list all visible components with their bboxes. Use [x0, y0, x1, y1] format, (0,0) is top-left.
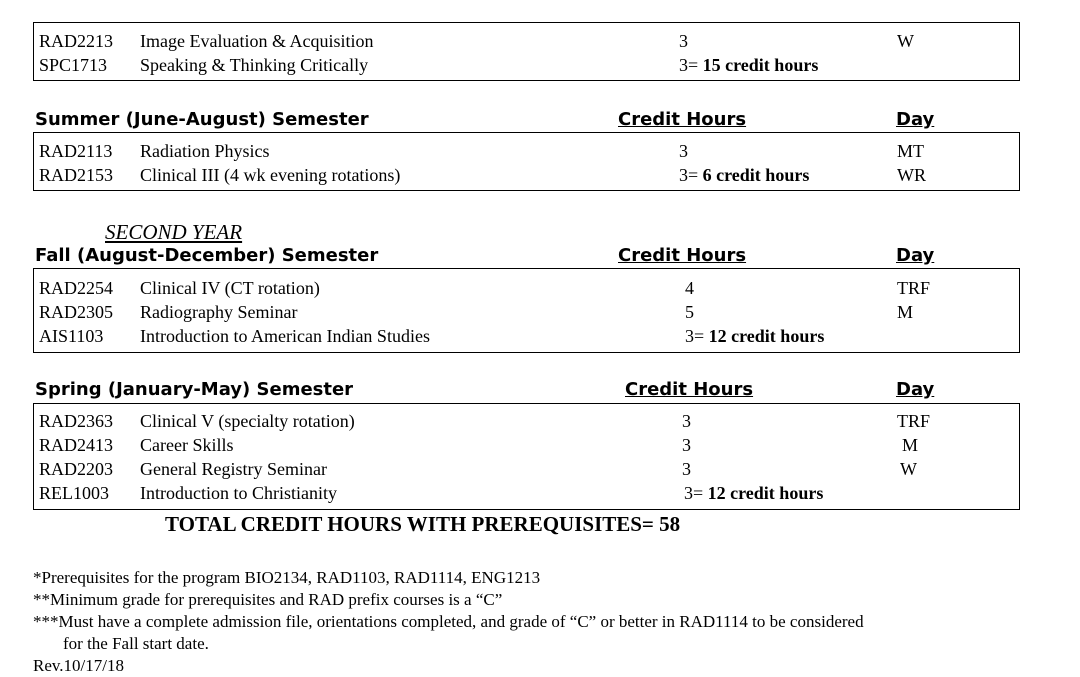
- course-day: M: [902, 435, 919, 455]
- course-credits: 3: [679, 141, 688, 161]
- revision-date: Rev.10/17/18: [33, 656, 124, 675]
- course-row: [34, 276, 1019, 300]
- course-credits: 5: [685, 302, 694, 322]
- course-row: [34, 324, 1019, 348]
- course-row: [34, 409, 1019, 433]
- course-row: [34, 481, 1019, 505]
- course-title: Clinical V (specialty rotation): [140, 411, 355, 431]
- course-code: RAD2413: [39, 435, 114, 455]
- course-title: Radiography Seminar: [140, 302, 298, 322]
- note-prerequisites: *Prerequisites for the program BIO2134, RAD1103, RAD1114, ENG1213: [33, 568, 541, 587]
- course-title: Speaking & Thinking Critically: [140, 55, 369, 75]
- course-day: MT: [897, 141, 924, 161]
- course-code: RAD2254: [39, 278, 114, 298]
- note-admission: ***Must have a complete admission file, orientations completed, and grade of “C” or better in RAD1114 to be considered: [33, 612, 864, 631]
- course-code: REL1003: [39, 483, 109, 503]
- course-title: Radiation Physics: [140, 141, 270, 161]
- course-table-summer: [33, 132, 1020, 191]
- course-table-fall: [33, 268, 1020, 353]
- total-credit-hours: TOTAL CREDIT HOURS WITH PREREQUISITES= 58: [165, 512, 681, 536]
- note-minimum-grade: **Minimum grade for prerequisites and RAD prefix courses is a “C”: [33, 590, 503, 609]
- course-day: WR: [897, 165, 926, 185]
- semester-total: 12 credit hours: [707, 483, 824, 503]
- course-code: AIS1103: [39, 326, 104, 346]
- course-day: TRF: [897, 278, 931, 298]
- course-credits: [679, 163, 809, 187]
- course-title: Introduction to Christianity: [140, 483, 337, 503]
- course-row: [34, 163, 1019, 187]
- semester-total: 12 credit hours: [708, 326, 825, 346]
- semester-heading: Summer (June-August) Semester: [35, 109, 369, 130]
- course-title: Clinical III (4 wk evening rotations): [140, 165, 401, 185]
- credit-hours-header: Credit Hours: [618, 245, 747, 266]
- note-admission-continued: for the Fall start date.: [63, 634, 209, 653]
- course-title: Introduction to American Indian Studies: [140, 326, 430, 346]
- course-credits: 3: [682, 459, 691, 479]
- day-header: Day: [896, 109, 935, 130]
- day-header: Day: [896, 379, 935, 400]
- course-title: General Registry Seminar: [140, 459, 327, 479]
- course-day: TRF: [897, 411, 931, 431]
- course-credits: 3: [682, 435, 691, 455]
- course-day: W: [897, 31, 914, 51]
- semester-heading: Spring (January-May) Semester: [35, 379, 354, 400]
- course-credits: [685, 324, 824, 348]
- credit-hours-header: Credit Hours: [618, 109, 747, 130]
- course-credits: 4: [685, 278, 694, 298]
- course-credits: [679, 53, 818, 77]
- course-table-spring: [33, 403, 1020, 510]
- semester-total: 6 credit hours: [702, 165, 810, 185]
- course-row: [34, 300, 1019, 324]
- course-title: Clinical IV (CT rotation): [140, 278, 320, 298]
- course-code: RAD2153: [39, 165, 114, 185]
- course-row: [34, 433, 1019, 457]
- course-title: Image Evaluation & Acquisition: [140, 31, 374, 51]
- course-day: M: [897, 302, 914, 322]
- course-credits: [684, 481, 823, 505]
- course-row: [34, 29, 1019, 53]
- course-code: SPC1713: [39, 55, 108, 75]
- credit-value: 3=: [679, 55, 699, 75]
- course-row: [34, 53, 1019, 77]
- course-code: RAD2363: [39, 411, 114, 431]
- credit-value: 3=: [684, 483, 704, 503]
- course-code: RAD2305: [39, 302, 114, 322]
- credit-hours-header: Credit Hours: [625, 379, 754, 400]
- day-header: Day: [896, 245, 935, 266]
- course-title: Career Skills: [140, 435, 234, 455]
- course-row: [34, 139, 1019, 163]
- credit-value: 3=: [685, 326, 705, 346]
- course-credits: 3: [679, 31, 688, 51]
- course-table-first-year-spring: [33, 22, 1020, 81]
- semester-heading: Fall (August-December) Semester: [35, 245, 379, 266]
- course-row: [34, 457, 1019, 481]
- course-code: RAD2203: [39, 459, 114, 479]
- course-credits: 3: [682, 411, 691, 431]
- year-label: SECOND YEAR: [105, 220, 243, 244]
- semester-total: 15 credit hours: [702, 55, 819, 75]
- credit-value: 3=: [679, 165, 699, 185]
- course-day: W: [900, 459, 917, 479]
- course-code: RAD2213: [39, 31, 114, 51]
- course-code: RAD2113: [39, 141, 113, 161]
